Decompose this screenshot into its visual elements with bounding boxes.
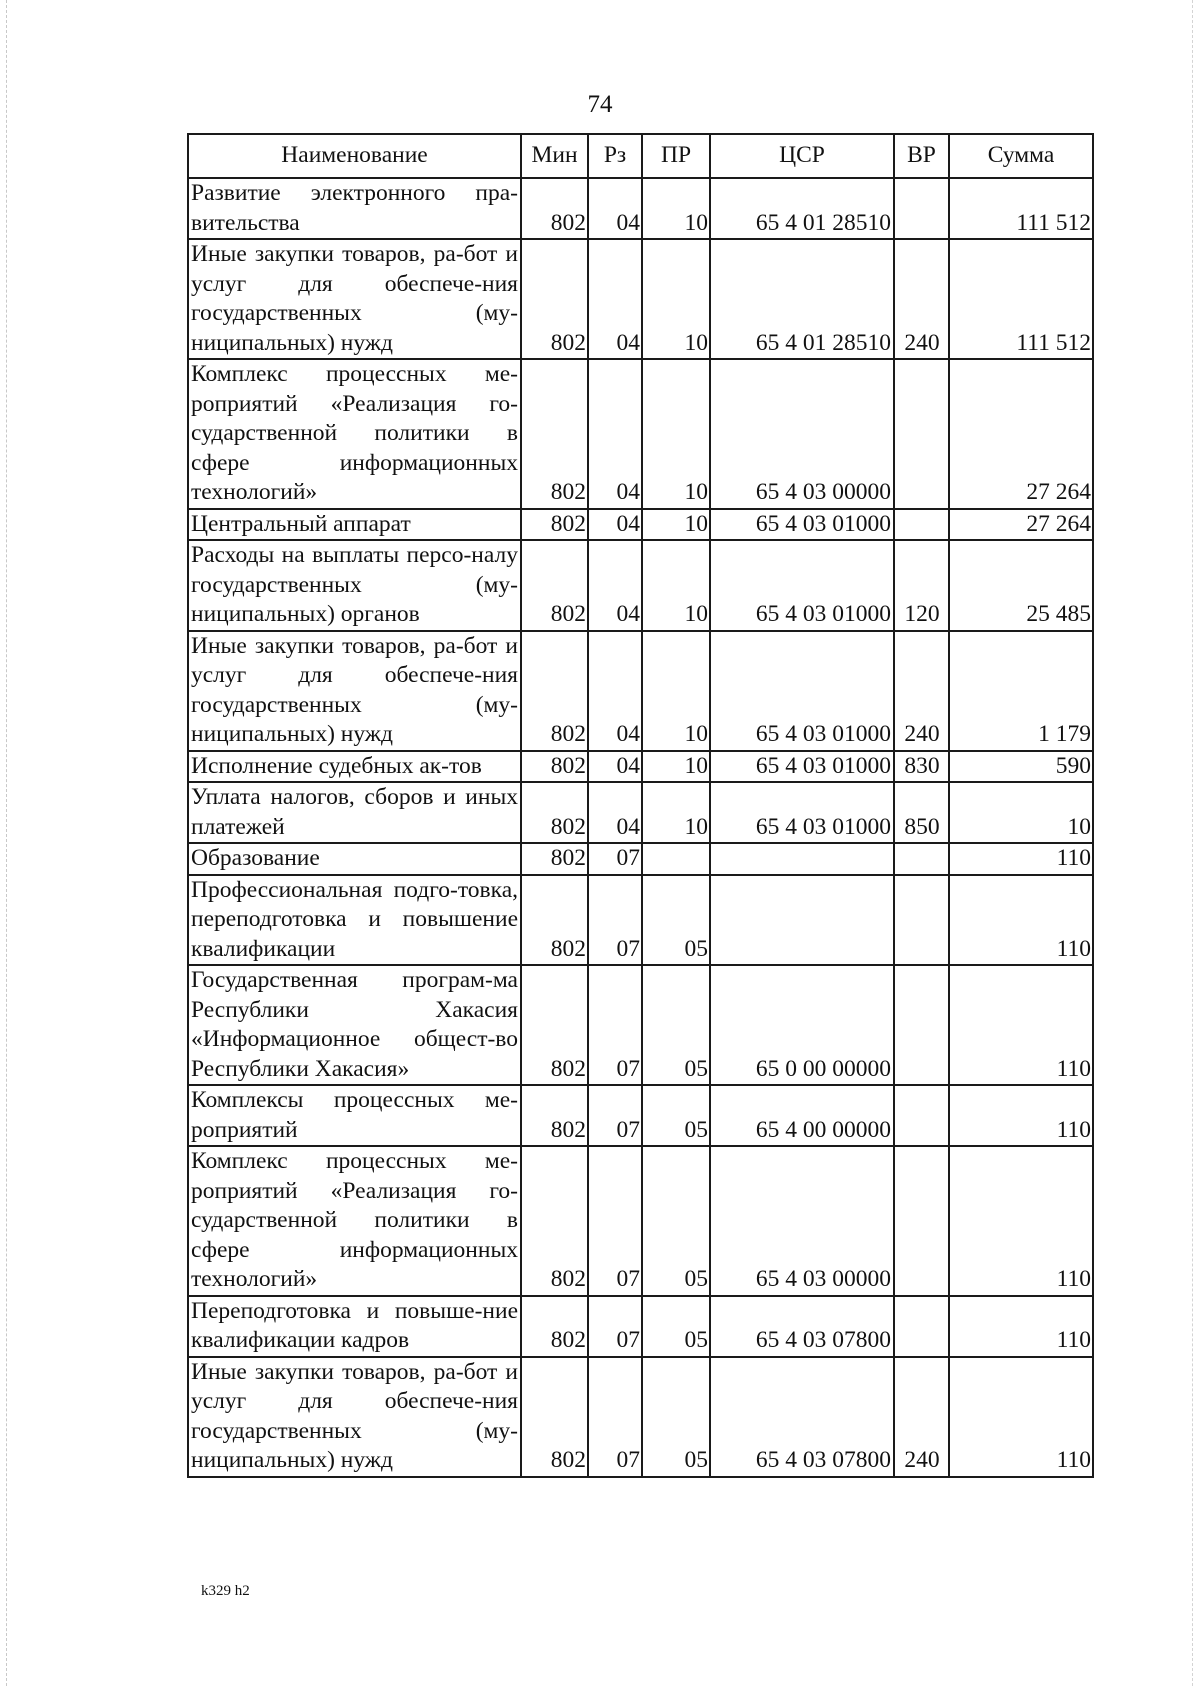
cell-min: 802 bbox=[521, 178, 588, 239]
cell-rz: 07 bbox=[588, 965, 642, 1085]
cell-vr: 120 bbox=[894, 540, 949, 631]
cell-name: Исполнение судебных ак-тов bbox=[188, 751, 521, 783]
cell-min: 802 bbox=[521, 631, 588, 751]
table-row bbox=[188, 843, 1093, 875]
cell-vr bbox=[894, 875, 949, 966]
cell-name: Иные закупки товаров, ра-бот и услуг для обеспече-ния государственных (му-ниципальных) нужд bbox=[188, 1357, 521, 1477]
cell-vr: 240 bbox=[894, 631, 949, 751]
cell-vr bbox=[894, 178, 949, 239]
table-row bbox=[188, 178, 1093, 239]
document-code: k329 h2 bbox=[201, 1583, 250, 1599]
cell-min: 802 bbox=[521, 1085, 588, 1146]
cell-sum: 110 bbox=[949, 1357, 1093, 1477]
cell-rz: 04 bbox=[588, 178, 642, 239]
cell-rz: 04 bbox=[588, 359, 642, 509]
cell-vr bbox=[894, 965, 949, 1085]
cell-name: Государственная програм-ма Республики Хакасия «Информационное общест-во Республики Хакасия» bbox=[188, 965, 521, 1085]
cell-sum: 110 bbox=[949, 1296, 1093, 1357]
cell-csr: 65 4 03 07800 bbox=[710, 1357, 894, 1477]
cell-csr: 65 4 03 00000 bbox=[710, 1146, 894, 1296]
cell-name: Переподготовка и повыше-ние квалификации кадров bbox=[188, 1296, 521, 1357]
cell-pr: 05 bbox=[642, 1085, 710, 1146]
cell-rz: 04 bbox=[588, 540, 642, 631]
cell-pr: 10 bbox=[642, 782, 710, 843]
cell-sum: 27 264 bbox=[949, 509, 1093, 541]
cell-name: Образование bbox=[188, 843, 521, 875]
header-pr: ПР bbox=[642, 134, 710, 178]
cell-csr: 65 4 01 28510 bbox=[710, 178, 894, 239]
cell-min: 802 bbox=[521, 509, 588, 541]
cell-pr: 10 bbox=[642, 239, 710, 359]
cell-csr: 65 4 03 01000 bbox=[710, 631, 894, 751]
cell-pr: 10 bbox=[642, 359, 710, 509]
cell-rz: 07 bbox=[588, 1146, 642, 1296]
cell-name: Центральный аппарат bbox=[188, 509, 521, 541]
budget-table bbox=[187, 133, 1094, 1478]
header-sum: Сумма bbox=[949, 134, 1093, 178]
cell-min: 802 bbox=[521, 875, 588, 966]
cell-rz: 04 bbox=[588, 782, 642, 843]
cell-rz: 07 bbox=[588, 1296, 642, 1357]
table-row bbox=[188, 1357, 1093, 1477]
cell-rz: 04 bbox=[588, 631, 642, 751]
cell-csr: 65 4 03 01000 bbox=[710, 540, 894, 631]
cell-pr: 05 bbox=[642, 875, 710, 966]
cell-csr: 65 4 03 00000 bbox=[710, 359, 894, 509]
cell-vr bbox=[894, 1146, 949, 1296]
table-row bbox=[188, 359, 1093, 509]
cell-pr: 05 bbox=[642, 1146, 710, 1296]
table-row bbox=[188, 239, 1093, 359]
cell-pr: 05 bbox=[642, 1357, 710, 1477]
cell-rz: 07 bbox=[588, 875, 642, 966]
cell-vr: 830 bbox=[894, 751, 949, 783]
cell-vr bbox=[894, 1085, 949, 1146]
cell-name: Комплекс процессных ме-роприятий «Реализация го-сударственной политики в сфере информационных технологий» bbox=[188, 359, 521, 509]
table-header-row bbox=[188, 134, 1093, 178]
header-rz: Рз bbox=[588, 134, 642, 178]
cell-pr: 10 bbox=[642, 178, 710, 239]
cell-pr: 05 bbox=[642, 965, 710, 1085]
cell-name: Расходы на выплаты персо-налу государственных (му-ниципальных) органов bbox=[188, 540, 521, 631]
cell-csr: 65 4 03 01000 bbox=[710, 782, 894, 843]
cell-rz: 04 bbox=[588, 509, 642, 541]
cell-vr bbox=[894, 1296, 949, 1357]
cell-min: 802 bbox=[521, 965, 588, 1085]
cell-sum: 27 264 bbox=[949, 359, 1093, 509]
cell-min: 802 bbox=[521, 1296, 588, 1357]
scan-edge-trace bbox=[6, 0, 7, 1686]
scan-edge-trace bbox=[1192, 0, 1193, 1686]
cell-vr: 850 bbox=[894, 782, 949, 843]
cell-csr: 65 0 00 00000 bbox=[710, 965, 894, 1085]
cell-sum: 110 bbox=[949, 843, 1093, 875]
cell-pr: 10 bbox=[642, 509, 710, 541]
cell-min: 802 bbox=[521, 782, 588, 843]
table-row bbox=[188, 1146, 1093, 1296]
cell-csr: 65 4 03 07800 bbox=[710, 1296, 894, 1357]
header-vr: ВР bbox=[894, 134, 949, 178]
header-name: Наименование bbox=[188, 134, 521, 178]
table-row bbox=[188, 782, 1093, 843]
cell-min: 802 bbox=[521, 1146, 588, 1296]
cell-min: 802 bbox=[521, 239, 588, 359]
cell-csr: 65 4 00 00000 bbox=[710, 1085, 894, 1146]
cell-csr: 65 4 01 28510 bbox=[710, 239, 894, 359]
cell-sum: 1 179 bbox=[949, 631, 1093, 751]
cell-vr: 240 bbox=[894, 1357, 949, 1477]
cell-sum: 110 bbox=[949, 1146, 1093, 1296]
cell-name: Развитие электронного пра-вительства bbox=[188, 178, 521, 239]
cell-rz: 07 bbox=[588, 1357, 642, 1477]
cell-name: Иные закупки товаров, ра-бот и услуг для обеспече-ния государственных (му-ниципальных) нужд bbox=[188, 239, 521, 359]
table-row bbox=[188, 631, 1093, 751]
cell-rz: 04 bbox=[588, 751, 642, 783]
cell-vr bbox=[894, 359, 949, 509]
cell-name: Комплекс процессных ме-роприятий «Реализация го-сударственной политики в сфере информационных технологий» bbox=[188, 1146, 521, 1296]
header-min: Мин bbox=[521, 134, 588, 178]
cell-sum: 10 bbox=[949, 782, 1093, 843]
cell-csr bbox=[710, 843, 894, 875]
cell-rz: 07 bbox=[588, 1085, 642, 1146]
cell-csr bbox=[710, 875, 894, 966]
cell-vr bbox=[894, 843, 949, 875]
table-row bbox=[188, 751, 1093, 783]
cell-rz: 04 bbox=[588, 239, 642, 359]
cell-min: 802 bbox=[521, 751, 588, 783]
table-row bbox=[188, 540, 1093, 631]
cell-pr: 10 bbox=[642, 631, 710, 751]
header-csr: ЦСР bbox=[710, 134, 894, 178]
cell-sum: 110 bbox=[949, 875, 1093, 966]
cell-pr bbox=[642, 843, 710, 875]
cell-sum: 110 bbox=[949, 1085, 1093, 1146]
cell-name: Иные закупки товаров, ра-бот и услуг для обеспече-ния государственных (му-ниципальных) нужд bbox=[188, 631, 521, 751]
cell-csr: 65 4 03 01000 bbox=[710, 509, 894, 541]
cell-sum: 111 512 bbox=[949, 178, 1093, 239]
cell-name: Уплата налогов, сборов и иных платежей bbox=[188, 782, 521, 843]
cell-name: Профессиональная подго-товка, переподготовка и повышение квалификации bbox=[188, 875, 521, 966]
cell-min: 802 bbox=[521, 359, 588, 509]
table-row bbox=[188, 1296, 1093, 1357]
cell-name: Комплексы процессных ме-роприятий bbox=[188, 1085, 521, 1146]
cell-pr: 05 bbox=[642, 1296, 710, 1357]
cell-pr: 10 bbox=[642, 751, 710, 783]
cell-vr: 240 bbox=[894, 239, 949, 359]
cell-sum: 590 bbox=[949, 751, 1093, 783]
cell-rz: 07 bbox=[588, 843, 642, 875]
cell-sum: 25 485 bbox=[949, 540, 1093, 631]
table-row bbox=[188, 875, 1093, 966]
cell-min: 802 bbox=[521, 843, 588, 875]
cell-pr: 10 bbox=[642, 540, 710, 631]
table-row bbox=[188, 1085, 1093, 1146]
page-number: 74 bbox=[587, 91, 613, 118]
cell-min: 802 bbox=[521, 1357, 588, 1477]
table-row bbox=[188, 509, 1093, 541]
cell-sum: 110 bbox=[949, 965, 1093, 1085]
cell-sum: 111 512 bbox=[949, 239, 1093, 359]
cell-vr bbox=[894, 509, 949, 541]
cell-min: 802 bbox=[521, 540, 588, 631]
table-row bbox=[188, 965, 1093, 1085]
cell-csr: 65 4 03 01000 bbox=[710, 751, 894, 783]
